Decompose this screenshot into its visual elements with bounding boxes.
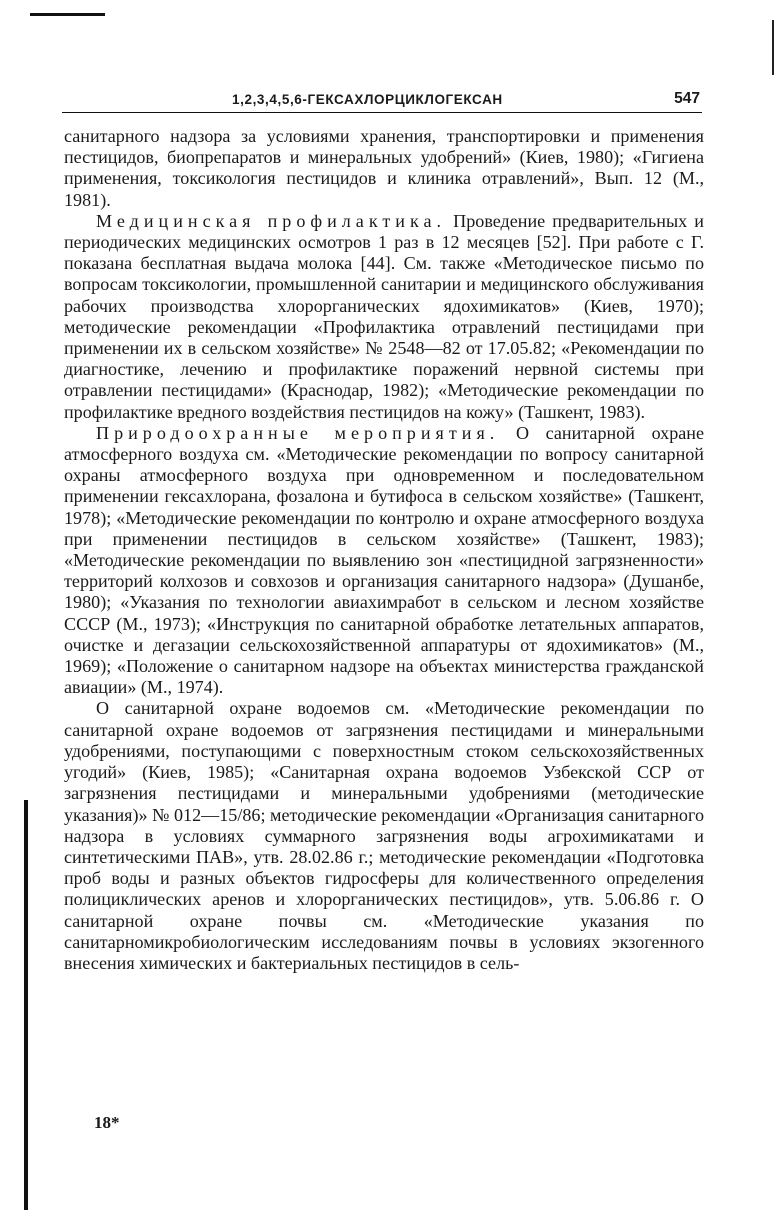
paragraph-text: О санитарной охране атмосферного воздуха см. «Методические рекомендации по вопросу санитарной охраны атмосферного воздуха при одновременном и последовательном применении гексахлорана, фозалона и бутифоса в сельском хозяйстве» (Ташкент, 1978); «Методические рекомендации по контролю и охране атмосферного воздуха при применении пестицидов в сельском хозяйстве» (Ташкент, 1983); «Методические рекомендации по выявлению зон «пестицидной загрязненности» территорий колхозов и совхозов и организация санитарного надзора» (Душанбе, 1980); «Указания по технологии авиахимработ в сельском и лесном хозяйстве СССР (М., 1973); «Инструкция по санитарной обработке летательных аппаратов, очистке и дегазации сельскохозяйственной аппаратуры от ядохимикатов» (М., 1969); «Положение о санитарном надзоре на объектах министерства гражданской авиации» (М., 1974). xyxy=(64,422,704,698)
right-edge-rule xyxy=(772,20,774,75)
left-edge-rule xyxy=(24,800,28,1210)
paragraph: санитарного надзора за условиями хранения, транспортировки и применения пестицидов, биопрепаратов и минеральных удобрений» (Киев, 1980); «Гигиена применения, токсикология пестицидов и клиника отравлений», Вып. 12 (М., 1981). xyxy=(64,126,704,210)
section-lead: Медицинская профилактика. xyxy=(96,210,447,231)
running-title: 1,2,3,4,5,6-ГЕКСАХЛОРЦИКЛОГЕКСАН xyxy=(232,92,503,107)
top-left-rule xyxy=(30,13,105,16)
page-number: 547 xyxy=(674,90,700,107)
paragraph-text: Проведение предварительных и периодических медицинских осмотров 1 раз в 12 месяцев [52]. При работе с Г. показана бесплатная выдача молока [44]. См. также «Методическое письмо по вопросам токсикологии, промышленной санитарии и медицинского обслуживания рабочих производства хлорорганических ядохимикатов» (Киев, 1970); методические рекомендации «Профилактика отравлений пестицидами при применении их в сельском хозяйстве» № 2548—82 от 17.05.82; «Рекомендации по диагностике, лечению и профилактике поражений нервной системы при отравлении пестицидами» (Краснодар, 1982); «Методические рекомендации по профилактике вредного воздействия пестицидов на кожу» (Ташкент, 1983). xyxy=(64,210,704,422)
section-lead: Природоохранные мероприятия. xyxy=(96,422,500,443)
page-header xyxy=(62,90,702,113)
signature-mark: 18* xyxy=(94,1113,120,1132)
paragraph-medical-prophylaxis xyxy=(64,211,704,423)
paragraph-water-protection: О санитарной охране водоемов см. «Методические рекомендации по санитарной охране водоемов от загрязнения пестицидами и минеральными удобрениями, поступающими с поверхностным стоком сельскохозяйственных угодий» (Киев, 1985); «Санитарная охрана водоемов Узбекской ССР от загрязнения пестицидами и минеральными удобрениями (методические указания)» № 012—15/86; методические рекомендации «Организация санитарного надзора в условиях суммарного загрязнения воды агрохимикатами и синтетическими ПАВ», утв. 28.02.86 г.; методические рекомендации «Подготовка проб воды и разных объектов гидросферы для количественного определения полициклических аренов и хлорорганических пестицидов», утв. 5.06.86 г. О санитарной охране почвы см. «Методические указания по санитарномикробиологическим исследованиям почвы в условиях экзогенного внесения химических и бактериальных пестицидов в сель- xyxy=(64,698,704,973)
paragraph-environmental-measures xyxy=(64,423,704,699)
body-text xyxy=(64,126,704,974)
